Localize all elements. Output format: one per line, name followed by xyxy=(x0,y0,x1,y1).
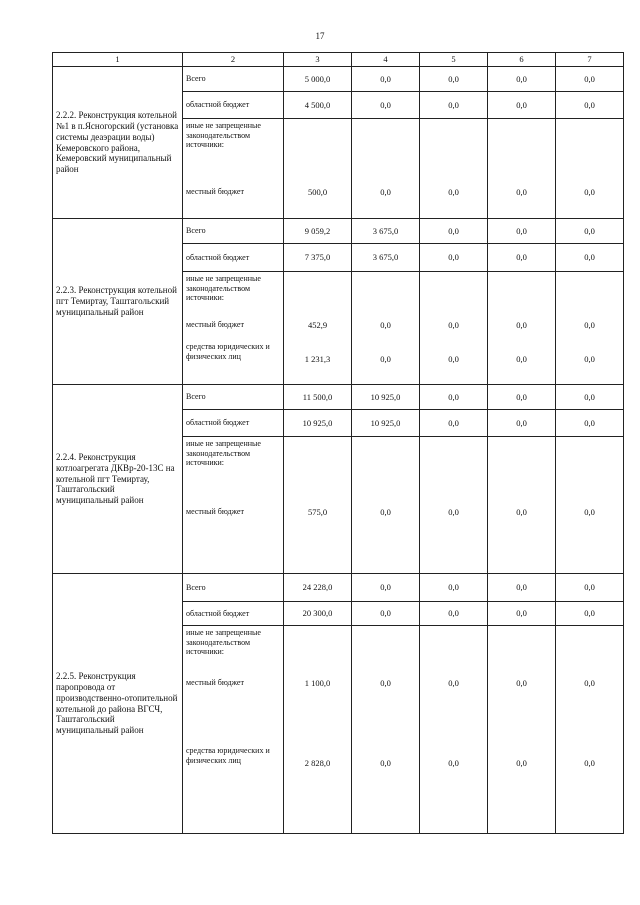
value: 0,0 xyxy=(584,758,595,768)
value: 0,0 xyxy=(516,678,527,688)
value-cell xyxy=(420,119,488,219)
funding-source: средства юридических и физических лиц xyxy=(186,746,270,765)
value-cell: 0,0 xyxy=(420,410,488,437)
value: 0,0 xyxy=(380,354,391,364)
value-cell: 5 000,0 xyxy=(284,67,352,92)
value: 0,0 xyxy=(448,354,459,364)
funding-source: местный бюджет xyxy=(186,507,244,516)
table-row xyxy=(53,219,624,244)
table-row xyxy=(53,67,624,92)
value: 0,0 xyxy=(584,354,595,364)
funding-source: иные не запрещенные законодательством источники: xyxy=(186,439,261,468)
value-cell: 0,0 xyxy=(352,67,420,92)
value-cell xyxy=(284,437,352,574)
value-cell: 0,0 xyxy=(488,92,556,119)
value: 2 828,0 xyxy=(304,758,331,768)
value-cell: 0,0 xyxy=(556,92,624,119)
value-cell: 10 925,0 xyxy=(352,385,420,410)
value-cell: 0,0 xyxy=(352,92,420,119)
value-cell xyxy=(420,626,488,834)
value: 0,0 xyxy=(516,187,527,197)
value-cell xyxy=(352,272,420,385)
value-cell: 0,0 xyxy=(488,219,556,244)
value-cell: 0,0 xyxy=(420,602,488,626)
value-cell: 0,0 xyxy=(488,244,556,272)
project-name: 2.2.4. Реконструкция котлоагрегата ДКВр-20-13С на котельной пгт Темиртау, Таштагольский муниципальный район xyxy=(53,385,183,574)
value-cell: 0,0 xyxy=(488,410,556,437)
value-cell: 20 300,0 xyxy=(284,602,352,626)
value: 1 231,3 xyxy=(304,354,331,364)
value: 0,0 xyxy=(584,507,595,517)
value-cell: 9 059,2 xyxy=(284,219,352,244)
funding-source: средства юридических и физических лиц xyxy=(186,342,270,361)
value-cell xyxy=(556,437,624,574)
funding-source: Всего xyxy=(183,574,284,602)
value-cell: 0,0 xyxy=(352,574,420,602)
value-cell xyxy=(420,437,488,574)
value: 0,0 xyxy=(448,758,459,768)
value-cell: 0,0 xyxy=(556,410,624,437)
value-cell: 10 925,0 xyxy=(284,410,352,437)
value-cell: 3 675,0 xyxy=(352,244,420,272)
value-cell: 0,0 xyxy=(420,67,488,92)
project-name: 2.2.3. Реконструкция котельной пгт Темиртау, Таштагольский муниципальный район xyxy=(53,219,183,385)
value: 0,0 xyxy=(380,678,391,688)
funding-source: местный бюджет xyxy=(186,187,244,196)
funding-source: иные не запрещенные законодательством источники: xyxy=(186,628,261,657)
value: 0,0 xyxy=(516,320,527,330)
funding-source: Всего xyxy=(183,219,284,244)
value-cell xyxy=(284,119,352,219)
column-header: 6 xyxy=(488,53,556,67)
funding-source-cell xyxy=(183,626,284,834)
value-cell xyxy=(284,626,352,834)
value-cell: 0,0 xyxy=(420,244,488,272)
column-header: 4 xyxy=(352,53,420,67)
value-cell: 0,0 xyxy=(420,574,488,602)
value: 0,0 xyxy=(516,507,527,517)
value-cell: 0,0 xyxy=(488,574,556,602)
value: 0,0 xyxy=(448,678,459,688)
budget-table xyxy=(52,52,624,834)
value-cell: 11 500,0 xyxy=(284,385,352,410)
value: 0,0 xyxy=(380,507,391,517)
funding-source-cell xyxy=(183,272,284,385)
value-cell: 0,0 xyxy=(556,219,624,244)
value-cell: 10 925,0 xyxy=(352,410,420,437)
funding-source-cell xyxy=(183,119,284,219)
value: 0,0 xyxy=(448,320,459,330)
funding-source: иные не запрещенные законодательством источники: xyxy=(186,274,261,303)
value-cell: 0,0 xyxy=(556,385,624,410)
table-row xyxy=(53,385,624,410)
value-cell: 4 500,0 xyxy=(284,92,352,119)
value-cell: 0,0 xyxy=(420,92,488,119)
value-cell: 0,0 xyxy=(420,385,488,410)
value-cell: 0,0 xyxy=(556,244,624,272)
value-cell: 0,0 xyxy=(488,385,556,410)
funding-source: Всего xyxy=(183,385,284,410)
value-cell xyxy=(488,626,556,834)
project-name: 2.2.2. Реконструкция котельной №1 в п.Ясногорский (установка системы деаэрации воды) Кемеровского района, Кемеровский муниципальный район xyxy=(53,67,183,219)
value-cell xyxy=(556,119,624,219)
value-cell: 0,0 xyxy=(556,602,624,626)
value: 0,0 xyxy=(516,354,527,364)
column-header: 5 xyxy=(420,53,488,67)
value-cell xyxy=(556,272,624,385)
value: 0,0 xyxy=(516,758,527,768)
header-row xyxy=(53,53,624,67)
value: 0,0 xyxy=(380,758,391,768)
funding-source: областной бюджет xyxy=(183,602,284,626)
funding-source: иные не запрещенные законодательством источники: xyxy=(186,121,261,150)
funding-source: Всего xyxy=(183,67,284,92)
value: 0,0 xyxy=(380,320,391,330)
value: 0,0 xyxy=(448,507,459,517)
value-cell: 0,0 xyxy=(488,602,556,626)
value: 0,0 xyxy=(584,320,595,330)
value-cell: 24 228,0 xyxy=(284,574,352,602)
value-cell xyxy=(420,272,488,385)
funding-source: областной бюджет xyxy=(183,92,284,119)
value: 0,0 xyxy=(448,187,459,197)
funding-source: местный бюджет xyxy=(186,678,244,687)
value-cell: 0,0 xyxy=(556,574,624,602)
value-cell: 7 375,0 xyxy=(284,244,352,272)
value-cell xyxy=(352,119,420,219)
funding-source-cell xyxy=(183,437,284,574)
value-cell xyxy=(488,119,556,219)
value-cell: 0,0 xyxy=(420,219,488,244)
value-cell: 0,0 xyxy=(352,602,420,626)
value: 575,0 xyxy=(307,507,328,517)
value-cell xyxy=(284,272,352,385)
value: 0,0 xyxy=(584,678,595,688)
column-header: 3 xyxy=(284,53,352,67)
value-cell xyxy=(556,626,624,834)
value-cell: 0,0 xyxy=(556,67,624,92)
value-cell xyxy=(488,437,556,574)
value-cell: 3 675,0 xyxy=(352,219,420,244)
value: 0,0 xyxy=(380,187,391,197)
page-number: 17 xyxy=(315,31,325,41)
funding-source: областной бюджет xyxy=(183,244,284,272)
column-header: 7 xyxy=(556,53,624,67)
value: 500,0 xyxy=(307,187,328,197)
value-cell xyxy=(488,272,556,385)
value: 0,0 xyxy=(584,187,595,197)
value-cell xyxy=(352,626,420,834)
table-row xyxy=(53,574,624,602)
value: 1 100,0 xyxy=(304,678,331,688)
project-name: 2.2.5. Реконструкция паропровода от производственно-отопительной котельной до района ВГСЧ, Таштагольский муниципальный район xyxy=(53,574,183,834)
column-header: 2 xyxy=(183,53,284,67)
value-cell: 0,0 xyxy=(488,67,556,92)
value-cell xyxy=(352,437,420,574)
funding-source: областной бюджет xyxy=(183,410,284,437)
column-header: 1 xyxy=(53,53,183,67)
funding-source: местный бюджет xyxy=(186,320,244,329)
value: 452,9 xyxy=(307,320,328,330)
